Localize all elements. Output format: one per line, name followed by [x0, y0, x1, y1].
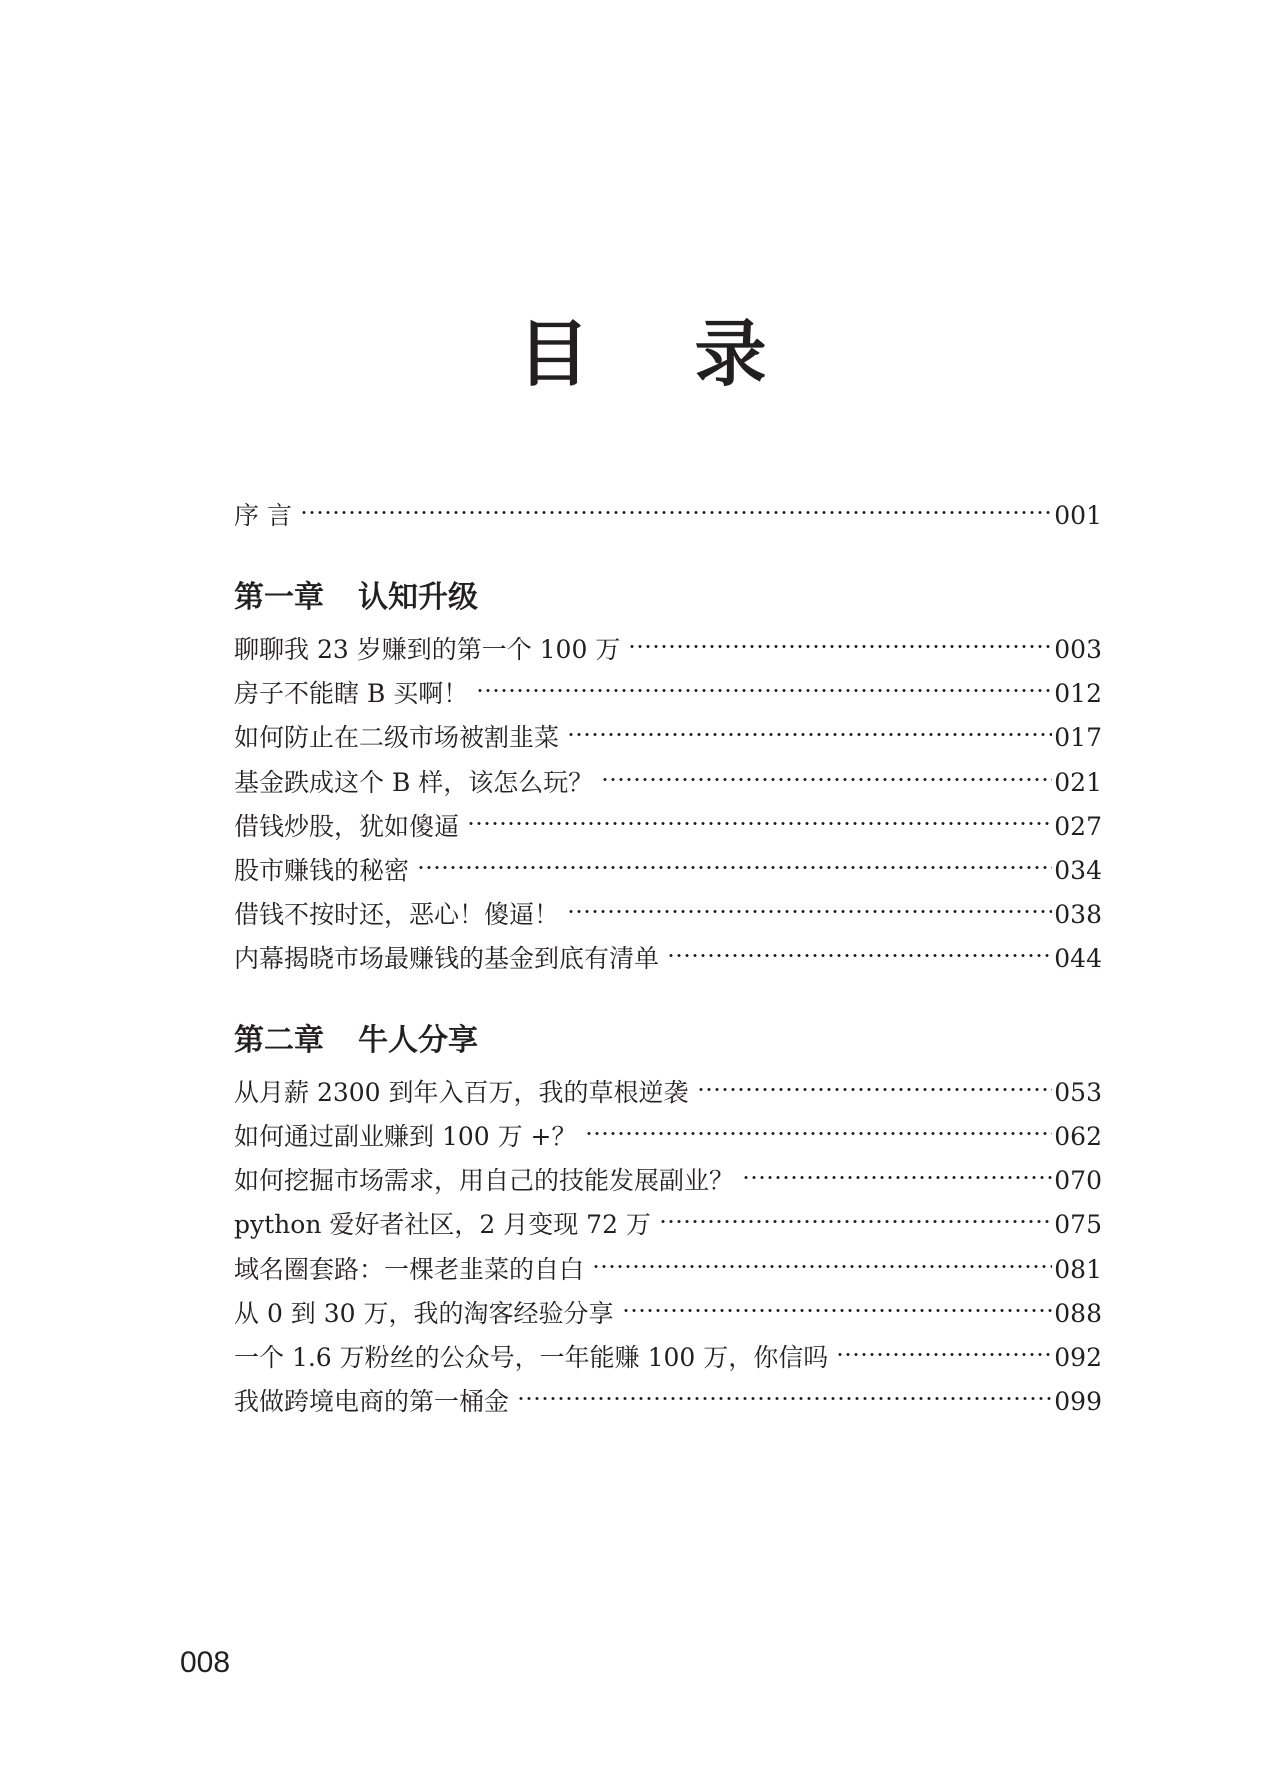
toc-entry-label: 如何通过副业赚到 100 万 +？ [234, 1122, 577, 1151]
dot-leader [517, 1370, 1052, 1410]
toc-entry[interactable] [234, 1149, 1102, 1195]
toc-entry[interactable] [234, 1326, 1102, 1372]
toc-entry-preface[interactable] [234, 484, 1102, 530]
dot-leader [622, 1282, 1053, 1322]
toc-entry-label: 股市赚钱的秘密 [234, 856, 410, 885]
page-title: 目 录 [517, 311, 807, 396]
toc-entry-page: 044 [1054, 944, 1102, 973]
toc-entry[interactable] [234, 795, 1102, 841]
chapter-name: 牛人分享 [358, 1023, 478, 1058]
dot-leader [667, 927, 1052, 967]
toc-entry-label: 序 言 [234, 501, 292, 530]
toc-entry[interactable] [234, 1370, 1102, 1416]
chapter-number: 第二章 [234, 1023, 324, 1058]
toc-entry-label: 从 0 到 30 万，我的淘客经验分享 [234, 1299, 614, 1328]
chapter-number: 第一章 [234, 580, 324, 615]
toc-entry-page: 038 [1054, 900, 1102, 929]
toc-entry-page: 092 [1054, 1343, 1102, 1372]
toc-entry[interactable] [234, 1193, 1102, 1239]
toc-entry[interactable] [234, 839, 1102, 885]
dot-leader [592, 1238, 1052, 1278]
dot-leader [467, 795, 1052, 835]
dot-leader [659, 1193, 1052, 1233]
toc-entry[interactable] [234, 1282, 1102, 1328]
toc-entry-label: 如何挖掘市场需求，用自己的技能发展副业？ [234, 1166, 735, 1195]
toc-entry-page: 027 [1054, 812, 1102, 841]
toc-entry-page: 017 [1054, 723, 1102, 752]
toc-entry-page: 053 [1054, 1078, 1102, 1107]
toc-entry[interactable] [234, 927, 1102, 973]
dot-leader [628, 618, 1052, 658]
dot-leader [836, 1326, 1052, 1366]
dot-leader [601, 751, 1052, 791]
toc-entry-page: 003 [1054, 635, 1102, 664]
toc-entry-page: 070 [1054, 1166, 1102, 1195]
toc-entry-label: 内幕揭晓市场最赚钱的基金到底有清单 [234, 944, 660, 973]
dot-leader [742, 1149, 1052, 1189]
dot-leader [567, 706, 1052, 746]
dot-leader [476, 662, 1052, 702]
toc-entry[interactable] [234, 751, 1102, 797]
toc-entry-page: 062 [1054, 1122, 1102, 1151]
toc-entry-page: 012 [1054, 679, 1102, 708]
toc-entry-label: 从月薪 2300 到年入百万，我的草根逆袭 [234, 1078, 689, 1107]
toc-entry-page: 021 [1054, 768, 1102, 797]
toc-entry-label: 如何防止在二级市场被割韭菜 [234, 723, 560, 752]
toc-entry[interactable] [234, 662, 1102, 708]
dot-leader [585, 1105, 1053, 1145]
toc-entry-label: 基金跌成这个 B 样，该怎么玩？ [234, 768, 594, 797]
toc-entry[interactable] [234, 1061, 1102, 1107]
dot-leader [417, 839, 1052, 879]
toc-entry-label: 我做跨境电商的第一桶金 [234, 1387, 510, 1416]
toc-entry-label: python 爱好者社区，2 月变现 72 万 [234, 1210, 651, 1239]
toc-entry[interactable] [234, 706, 1102, 752]
toc-entry-label: 借钱不按时还，恶心！傻逼！ [234, 900, 560, 929]
toc-entry-label: 借钱炒股，犹如傻逼 [234, 812, 460, 841]
dot-leader [300, 484, 1052, 524]
chapter-name: 认知升级 [358, 580, 478, 615]
toc-entry[interactable] [234, 1238, 1102, 1284]
chapter-heading-2 [234, 1021, 478, 1061]
toc-entry-page: 088 [1054, 1299, 1102, 1328]
toc-entry-page: 001 [1054, 501, 1102, 530]
chapter-heading-1 [234, 578, 478, 618]
toc-entry-page: 034 [1054, 856, 1102, 885]
toc-entry[interactable] [234, 618, 1102, 664]
toc-entry-label: 域名圈套路：一棵老韭菜的自白 [234, 1255, 585, 1284]
toc-entry-label: 一个 1.6 万粉丝的公众号，一年能赚 100 万，你信吗 [234, 1343, 829, 1372]
toc-entry[interactable] [234, 1105, 1102, 1151]
toc-entry-page: 075 [1054, 1210, 1102, 1239]
toc-entry[interactable] [234, 883, 1102, 929]
toc-entry-label: 房子不能瞎 B 买啊！ [234, 679, 469, 708]
page-number: 008 [180, 1646, 231, 1679]
toc-entry-label: 聊聊我 23 岁赚到的第一个 100 万 [234, 635, 621, 664]
dot-leader [567, 883, 1052, 923]
toc-entry-page: 099 [1054, 1387, 1102, 1416]
dot-leader [697, 1061, 1053, 1101]
toc-entry-page: 081 [1054, 1255, 1102, 1284]
